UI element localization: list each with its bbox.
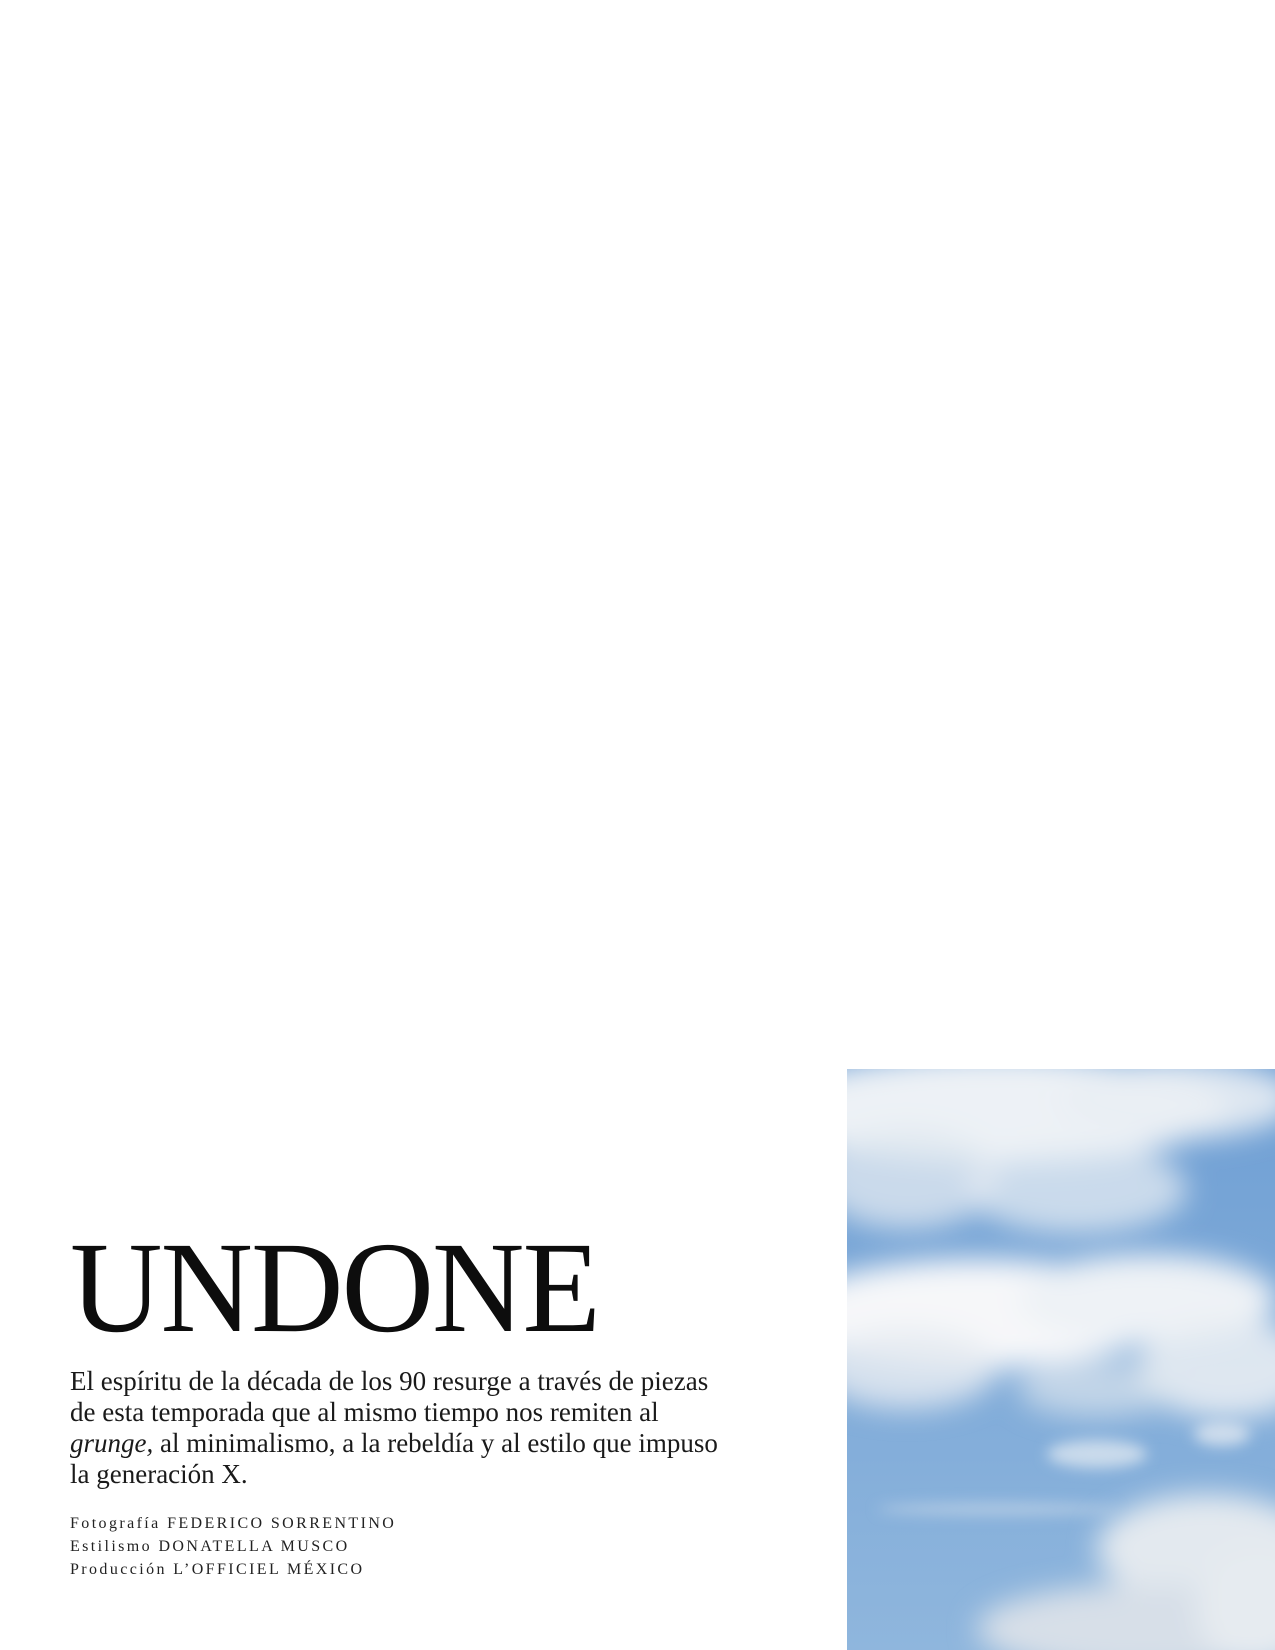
title-block (70, 1216, 750, 1581)
sky-photo (847, 1069, 1275, 1650)
deck-text-italic: grunge, (70, 1428, 154, 1458)
credits (70, 1512, 750, 1581)
credit-role: Producción (70, 1561, 167, 1578)
deck-text-part2: al minimalismo, a la rebeldía y al estilo que impuso la generación X. (70, 1428, 718, 1489)
sky-clouds-image (847, 1069, 1275, 1650)
credit-production (70, 1558, 750, 1581)
credit-role: Fotografía (70, 1515, 161, 1532)
credit-name: L’OFFICIEL MÉXICO (173, 1561, 365, 1578)
article-deck (70, 1366, 730, 1490)
deck-text-part1: El espíritu de la década de los 90 resurge a través de piezas de esta temporada que al mismo tiempo nos remiten al (70, 1366, 709, 1427)
cloud-middle (847, 1254, 1275, 1419)
credit-role: Estilismo (70, 1538, 153, 1555)
credit-photography (70, 1512, 750, 1535)
credit-styling (70, 1535, 750, 1558)
credit-name: FEDERICO SORRENTINO (167, 1515, 397, 1532)
credit-name: DONATELLA MUSCO (158, 1538, 350, 1555)
article-title: UNDONE (70, 1216, 599, 1360)
